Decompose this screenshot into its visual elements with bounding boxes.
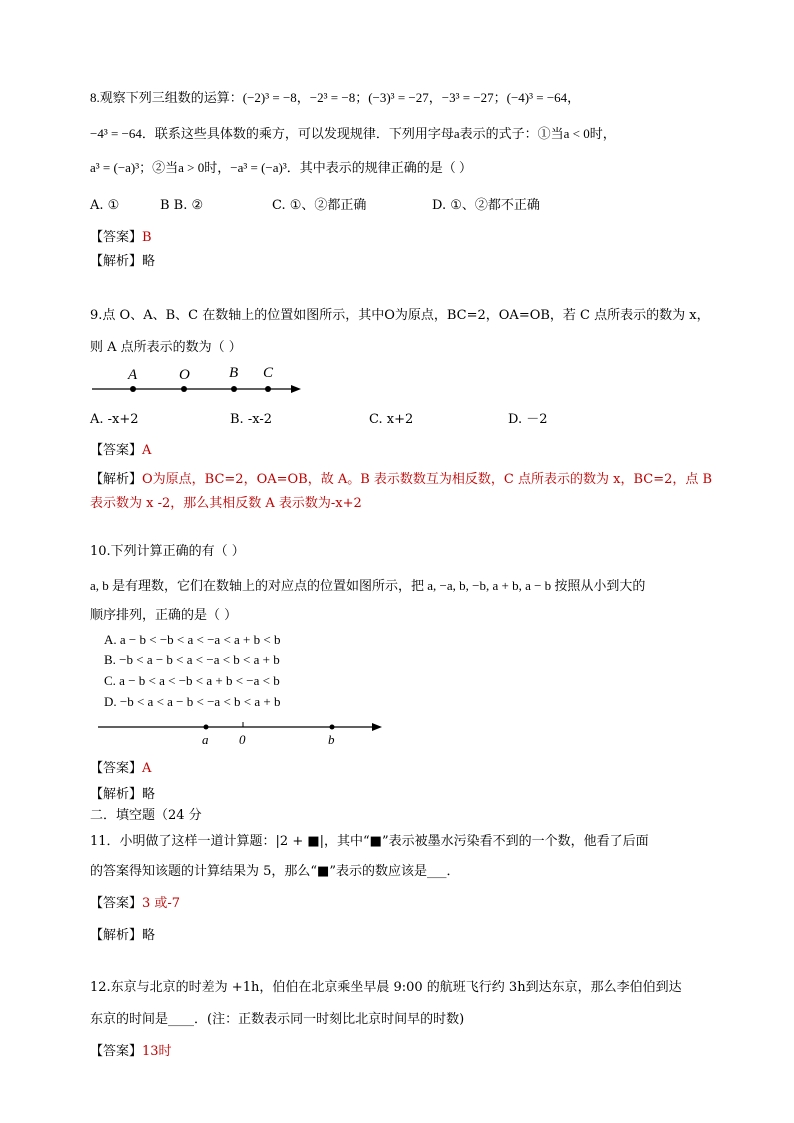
- answer-tag: 【答案】: [90, 443, 143, 458]
- answer-tag: 【答案】: [90, 1044, 143, 1059]
- q8-option-a: A. ①: [90, 198, 120, 213]
- q9-option-b: B. -x-2: [230, 412, 272, 427]
- q9-answer: [90, 441, 151, 461]
- q11-line1: 11．小明做了这样一道计算题：|2 + ■|，其中“■”表示被墨水污染看不到的一个数，他看了后面: [90, 834, 649, 849]
- q9-number-line: [90, 362, 305, 398]
- q12-answer: [90, 1042, 172, 1062]
- analysis-tag: 【解析】: [90, 787, 143, 802]
- answer-tag: 【答案】: [90, 230, 143, 245]
- analysis-tag: 【解析】: [90, 254, 143, 269]
- q11-line2: 的答案得知该题的计算结果为 5，那么“■”表示的数应该是___．: [90, 864, 460, 879]
- analysis-value: 略: [142, 928, 156, 943]
- q9-point-a: [130, 386, 136, 392]
- q9-label-b: B: [229, 365, 239, 381]
- answer-value: A: [142, 761, 152, 776]
- q11-analysis: [90, 926, 155, 946]
- q12-line2: 东京的时间是____．(注：正数表示同一时刻比北京时间早的时数): [90, 1012, 465, 1027]
- q9-line2: 则 A 点所表示的数为（ ）: [90, 340, 242, 355]
- q8-analysis: [90, 252, 155, 272]
- analysis-tag: 【解析】: [90, 928, 143, 943]
- q9-option-c: C. x+2: [369, 412, 414, 427]
- q9-label-o: O: [179, 367, 190, 383]
- q8-answer: [90, 228, 152, 248]
- q10-analysis: [90, 785, 155, 805]
- q10-line3: 顺序排列，正确的是（ ）: [90, 608, 238, 623]
- q8-option-c: C. ①、②都正确: [272, 198, 367, 213]
- q10-option-d: D. −b < a < a − b < −a < b < a + b: [104, 694, 281, 709]
- q9-option-a: A. -x+2: [90, 412, 139, 427]
- q10-number-line: [96, 716, 386, 748]
- q8-line1: 8.观察下列三组数的运算：(−2)³ = −8，−2³ = −8；(−3)³ = −27，−3³ = −27；(−4)³ = −64，: [90, 90, 581, 105]
- answer-value: A: [142, 443, 152, 458]
- q10-option-c: C. a − b < a < −b < a + b < −a < b: [104, 673, 280, 688]
- analysis-value: O为原点，BC=2，OA=OB，故 A。B 表示数数互为相反数，C 点所表示的数为 x，BC=2，点 B: [142, 472, 713, 487]
- analysis-value: 略: [142, 254, 156, 269]
- q8-line2: −4³ = −64．联系这些具体数的乘方，可以发现规律．下列用字母a表示的式子：①当a < 0时，: [90, 126, 616, 141]
- q11-answer: [90, 894, 180, 914]
- q9-point-c: [265, 386, 271, 392]
- q8-option-d: D. ①、②都不正确: [432, 198, 540, 213]
- q10-option-b: B. −b < a − b < a < −a < b < a + b: [104, 652, 280, 667]
- q8-line3: a³ = (−a)³；②当a > 0时，−a³ = (−a)³．其中表示的规律正确的是（ ）: [90, 160, 472, 175]
- q9-point-b: [231, 386, 237, 392]
- q9-label-a: A: [128, 367, 138, 383]
- q10-label-b: b: [328, 732, 335, 747]
- q10-line2: a, b 是有理数，它们在数轴上的对应点的位置如图所示，把 a, −a, b, −b, a + b, a − b 按照从小到大的: [90, 578, 646, 593]
- q10-answer: [90, 759, 151, 779]
- q9-axis-arrow: [291, 385, 301, 393]
- q10-label-zero: 0: [239, 732, 246, 747]
- q10-point-a: [204, 725, 209, 730]
- q8-option-b: B B. ②: [160, 198, 204, 213]
- q12-line1: 12.东京与北京的时差为 +1h，伯伯在北京乘坐早晨 9:00 的航班飞行约 3h到达东京，那么李伯伯到达: [90, 980, 682, 995]
- q9-point-o: [181, 386, 187, 392]
- q9-analysis-line1: [90, 470, 712, 490]
- q9-label-c: C: [263, 365, 274, 381]
- q9-option-d: D. －2: [508, 412, 548, 427]
- analysis-tag: 【解析】: [90, 472, 143, 487]
- answer-tag: 【答案】: [90, 761, 143, 776]
- analysis-value: 略: [142, 787, 156, 802]
- q10-point-b: [330, 725, 335, 730]
- answer-value: B: [142, 230, 152, 245]
- answer-value: 13时: [142, 1044, 172, 1059]
- answer-tag: 【答案】: [90, 896, 143, 911]
- q9-line1: 9.点 O、A、B、C 在数轴上的位置如图所示，其中O为原点，BC=2，OA=OB，若 C 点所表示的数为 x，: [90, 308, 710, 323]
- q10-option-a: A. a − b < −b < a < −a < a + b < b: [104, 632, 281, 647]
- q9-analysis-line2: 表示数为 x -2，那么其相反数 A 表示数为-x+2: [90, 496, 362, 511]
- q10-line1: 10.下列计算正确的有（ ）: [90, 544, 245, 559]
- q10-label-a: a: [202, 732, 209, 747]
- section-heading: 二．填空题（24 分: [90, 808, 202, 823]
- answer-value: 3 或-7: [142, 896, 181, 911]
- q10-axis-arrow: [372, 723, 382, 731]
